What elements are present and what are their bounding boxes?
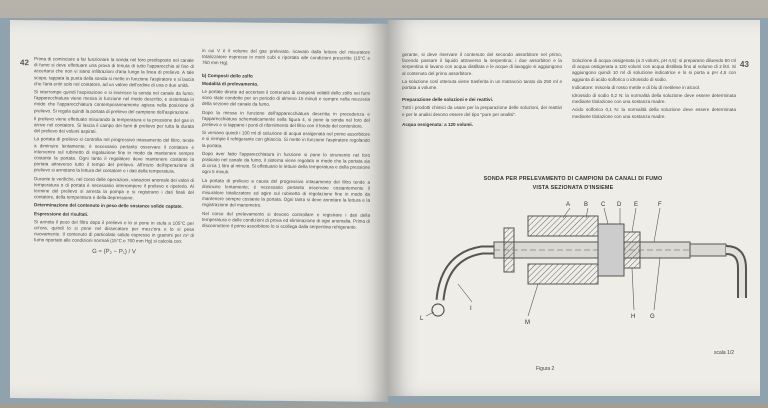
paragraph: La portata di prelievo a causa del progressivo intasamento del filtro tende a diminuire lentamente; è necessario pertanto osservare costantemente il misuratore totalizzatore ed agire sul rubinetto di regolazione fine in modo da mantenere sempre costante la portata. Ogni tanto si deve annotare la lettura e la registrazione del manometro. [202,177,370,209]
label-g: G [650,314,655,320]
coupling [624,232,640,268]
section-heading: b) Composti dello zolfo [202,72,253,79]
paragraph: Si annota il peso del filtro dopo il prelievo e lo si pone in stufa a 105°C per un'ora, quindi lo si pone nel dissecatore per mezz'ora e lo si pesa nuovamente. Il contenuto di particolato solido espresso in grammi per m³ di fumo riportato alle condizioni normali (15°C e 760 mm Hg) si calcola con: [34,219,194,245]
paragraph: Si versano quindi i 100 ml di soluzione di acqua ossigenata nel primo assorbitore e si riempie il refrigerante con ghiaccio. Si mette in funzione l'aspiratore regolando la portata. [202,130,370,148]
paragraph: Indicatore: miscela di rosso metile e di blu di metilene in alcool. [572,84,701,90]
paragraph: Soluzione di acqua ossigenata (a 3 volumi, pH 4,5): si preparano diluendo 50 ml di acqua ossigenata a 120 volumi con acqua distillata fino al volume di 2 litri. Si aggiungono quindi 10 ml di soluzione indicatrice e lo si porta a pH 4,5 con aggiunta di acido solforico o idrossido di sodio. [572,58,736,82]
left-page [10,20,388,402]
paragraph: Acqua ossigenata: a 120 volumi. [402,121,473,127]
paragraph: Il prelievo viene effettuato misurando la temperatura e la pressione del gas in arrivo nel contatore. Si lascia il campo dei fumi di prelievo per tutta la durata del prelievo dei volumi aspirati. [34,116,194,135]
label-d: D [617,202,622,208]
paragraph: Acido solforico 0,1 N: la normalità della soluzione deve essere determinata mediante titolazione con una sostanza madre. [572,107,736,119]
left-page-number: 42 [20,58,29,68]
label-a: A [566,202,571,208]
section-heading: Determinazione del contenuto in peso delle sostanze solide captate. [34,202,183,210]
paragraph: Dopo aver fatto l'apparecchiatura in funzione si pone lo strumento nel foro praticato nel canale da fumo, il sistema viene regolato in modo che la portata sia di circa 1 litro al minuto. Si effettuano le letture della temperatura e della pressione ogni 5 minuti. [202,150,370,175]
label-f: F [658,202,662,208]
right-page-number: 43 [740,60,749,69]
flange [504,228,514,272]
figure-title: SONDA PER PRELEVAMENTO DI CAMPIONI DA CANALI DI FUMO [483,176,663,182]
label-e: E [634,202,639,208]
formula: G = (P₂ − P₁) / V [92,248,136,256]
paragraph: gerante, si deve riservare il contenuto del secondo assorbitore nel primo, facendo passare il liquido attraverso la serpentina; i due assorbitori e la serpentina si lavano con acqua distillata e le acque di lavaggio si aggiungono al contenuto del primo assorbitore. [402,52,562,76]
paragraph: Tutti i prodotti chimici da usare per la preparazione delle soluzioni, dei reattivi e per le analisi devono essere del tipo "pure per analisi". [402,105,562,117]
figure-subtitle: VISTA SEZIONATA D'INSIEME [532,185,614,191]
probe-drawing [398,198,748,338]
right-column-2 [572,58,736,162]
label-i: I [470,306,472,312]
right-page [388,20,760,396]
paragraph: in cui V è il volume del gas prelevato, ricavato dalla lettura del misuratore totalizzatore espresso in metri cubi e riportato alle condizioni prescritte (15°C e 760 mm Hg). [202,48,370,66]
right-column-1 [402,52,562,162]
paragraph: Nel corso del prelevamento si devono controllare e registrare i dati della temperatura e delle condizioni di prova ed eliminazione di ogni anomalia. Prima di disconnettere il primo assorbitore lo si scollega dalla serpentina refrigerante. [202,210,370,230]
paragraph: Durante le verifiche, nel corso delle operazioni, variazioni anomale dei valori di temperatura o di portata è necessario interrompere il prelievo e ripeterlo. Al termine del prelievo si arresta la pompa e si registrano i dati finali del contatore, della temperatura e della depressione. [34,175,194,201]
label-m: M [525,320,530,326]
subheading: Espressione dei risultati. [34,210,89,217]
paragraph: Idrossido di sodio 0,2 N: la normalità della soluzione deve essere determinata mediante titolazione con una sostanza madre. [572,93,736,105]
housing-bottom [528,264,598,284]
section-heading: Preparazione delle soluzioni e dei reattivi. [402,97,494,103]
nozzle-tip [432,304,444,316]
left-column-1 [34,56,194,394]
label-c: C [601,202,606,208]
left-column-2 [202,48,370,396]
subheading: Modalità di prelevamento. [202,80,259,87]
paragraph: Dopo la messa in funzione dell'apparecchiatura descritta in precedenza e l'apparecchiatura schematicamente nella figura 4, si pone la sonda nel foro del prelievo e si tappano i punti di rifornimento del filtro con il fondo del contenitore. [202,109,370,129]
label-l: L [420,316,424,322]
paragraph: Le portate dirette ad accertare il contenuto di composti volatili dello zolfo nei fumi sono state condotte per un periodo di almeno 15 minuti e sempre nella mezzeria della sezione del canale da fumo. [202,89,370,108]
housing-top [528,216,598,236]
label-h: H [631,314,636,320]
scale-label: scala 1/2 [714,350,735,356]
paragraph: Si interrompe quindi l'aspirazione e si inserisce la sonda nel canale da fumo; l'apparecchiatura viene messa in funzione nel modo descritto, e sistemata in modo che l'apparecchiatura contemporaneamente agisca nella posizione di prelievo. Si regola quindi la portata di prelievo del campione dell'aspirazione. [34,89,194,115]
filter-holder [598,224,624,276]
figure-caption: Figura 2 [536,366,555,372]
paragraph: Prima di cominciare a far funzionare la sonda nel foro predisposto nel canale di fumo si deve effettuare una prova di tenuta di tutto l'apparecchio al fine di accertarsi che non vi siano infiltrazioni d'aria lungo la linea di prelievo. A tale scopo, tappata la punta della sonda si mette in funzione l'aspiratore e si lascia che l'aria entri solo nel contatore, ad un valore dell'ordine di una o due unità. [34,56,194,88]
label-b: B [584,202,589,208]
paragraph: La soluzione così ottenuta viene trasferita in un matraccio tarato da 250 ml e portata a volume. [402,78,562,91]
paragraph: La portata di prelievo si controlla nel progressivo intasamento del filtro, tende a diminuire lentamente; è necessario pertanto osservare il contatore e intervenire sul rubinetto di regolazione fine in modo da mantenere sempre costante la portata. Ogni tanto il regolatore deve mantenere costante la portata attraverso tutto il tempo del prelievo. All'inizio dell'operazione di prelievo si annotano la lettura del contatore e i dati della temperatura. [34,136,194,175]
outlet-tube [690,244,726,256]
